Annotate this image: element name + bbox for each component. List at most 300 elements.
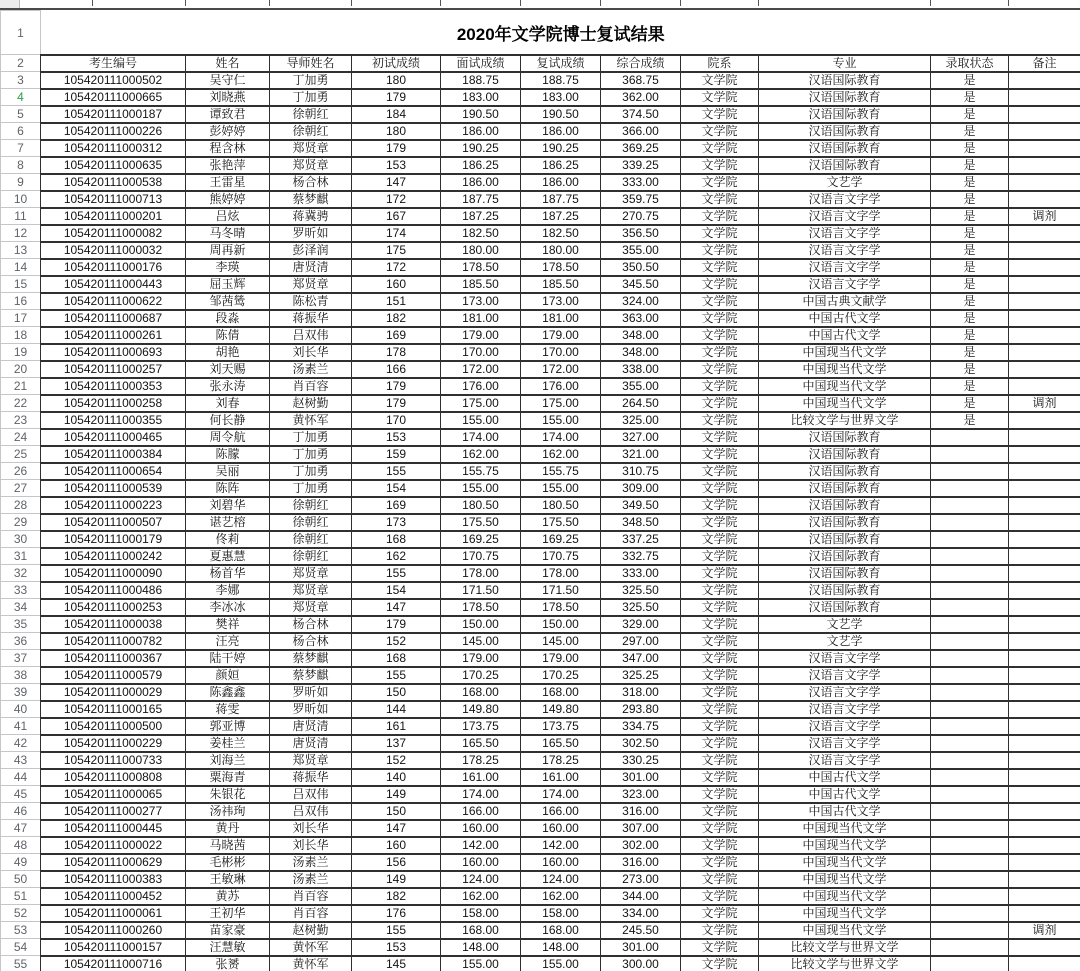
cell-retest-score[interactable]: 178.50	[521, 599, 601, 616]
cell-note[interactable]	[1009, 905, 1080, 922]
cell-interview-score[interactable]: 155.00	[441, 956, 521, 971]
cell-interview-score[interactable]: 188.75	[441, 72, 521, 89]
cell-note[interactable]	[1009, 633, 1080, 650]
cell-initial-score[interactable]: 159	[352, 446, 441, 463]
row-number[interactable]: 10	[1, 191, 41, 208]
cell-department[interactable]: 文学院	[681, 667, 759, 684]
cell-total-score[interactable]: 355.00	[601, 378, 681, 395]
cell-total-score[interactable]: 363.00	[601, 310, 681, 327]
cell-note[interactable]	[1009, 242, 1080, 259]
cell-initial-score[interactable]: 162	[352, 548, 441, 565]
cell-retest-score[interactable]: 175.00	[521, 395, 601, 412]
cell-note[interactable]	[1009, 718, 1080, 735]
cell-department[interactable]: 文学院	[681, 174, 759, 191]
cell-total-score[interactable]: 309.00	[601, 480, 681, 497]
cell-total-score[interactable]: 325.00	[601, 412, 681, 429]
cell-note[interactable]	[1009, 293, 1080, 310]
cell-candidate-id[interactable]: 105420111000038	[41, 616, 186, 633]
cell-note[interactable]	[1009, 140, 1080, 157]
cell-candidate-id[interactable]: 105420111000242	[41, 548, 186, 565]
cell-supervisor[interactable]: 吕双伟	[270, 803, 352, 820]
row-number[interactable]: 25	[1, 446, 41, 463]
cell-initial-score[interactable]: 179	[352, 616, 441, 633]
row-number[interactable]: 24	[1, 429, 41, 446]
row-number[interactable]: 39	[1, 684, 41, 701]
cell-supervisor[interactable]: 丁加勇	[270, 480, 352, 497]
cell-candidate-id[interactable]: 105420111000312	[41, 140, 186, 157]
cell-interview-score[interactable]: 171.50	[441, 582, 521, 599]
cell-candidate-id[interactable]: 105420111000716	[41, 956, 186, 971]
cell-candidate-id[interactable]: 105420111000029	[41, 684, 186, 701]
cell-note[interactable]	[1009, 616, 1080, 633]
cell-admission-status[interactable]: 是	[931, 344, 1009, 361]
cell-retest-score[interactable]: 186.00	[521, 174, 601, 191]
cell-retest-score[interactable]: 180.50	[521, 497, 601, 514]
cell-department[interactable]: 文学院	[681, 565, 759, 582]
cell-admission-status[interactable]	[931, 939, 1009, 956]
cell-admission-status[interactable]: 是	[931, 72, 1009, 89]
cell-major[interactable]: 汉语言文字学	[759, 752, 931, 769]
row-number[interactable]: 3	[1, 72, 41, 89]
cell-supervisor[interactable]: 徐朝红	[270, 123, 352, 140]
cell-department[interactable]: 文学院	[681, 463, 759, 480]
cell-admission-status[interactable]: 是	[931, 123, 1009, 140]
cell-major[interactable]: 中国现当代文学	[759, 922, 931, 939]
cell-supervisor[interactable]: 杨合林	[270, 174, 352, 191]
cell-candidate-id[interactable]: 105420111000445	[41, 820, 186, 837]
cell-name[interactable]: 刘碧华	[186, 497, 270, 514]
cell-admission-status[interactable]: 是	[931, 310, 1009, 327]
cell-initial-score[interactable]: 155	[352, 565, 441, 582]
cell-admission-status[interactable]	[931, 854, 1009, 871]
cell-name[interactable]: 陈倩	[186, 327, 270, 344]
cell-interview-score[interactable]: 183.00	[441, 89, 521, 106]
cell-initial-score[interactable]: 175	[352, 242, 441, 259]
cell-retest-score[interactable]: 170.25	[521, 667, 601, 684]
cell-department[interactable]: 文学院	[681, 412, 759, 429]
cell-interview-score[interactable]: 173.75	[441, 718, 521, 735]
cell-total-score[interactable]: 362.00	[601, 89, 681, 106]
cell-total-score[interactable]: 264.50	[601, 395, 681, 412]
cell-note[interactable]	[1009, 480, 1080, 497]
cell-retest-score[interactable]: 155.00	[521, 956, 601, 971]
cell-department[interactable]: 文学院	[681, 956, 759, 971]
cell-department[interactable]: 文学院	[681, 89, 759, 106]
cell-total-score[interactable]: 337.25	[601, 531, 681, 548]
cell-admission-status[interactable]	[931, 497, 1009, 514]
row-number[interactable]: 19	[1, 344, 41, 361]
cell-major[interactable]: 汉语言文字学	[759, 259, 931, 276]
cell-major[interactable]: 汉语言文字学	[759, 684, 931, 701]
row-number[interactable]: 50	[1, 871, 41, 888]
cell-department[interactable]: 文学院	[681, 854, 759, 871]
header-interview-score[interactable]: 面试成绩	[441, 55, 521, 72]
cell-total-score[interactable]: 339.25	[601, 157, 681, 174]
cell-major[interactable]: 汉语言文字学	[759, 701, 931, 718]
cell-department[interactable]: 文学院	[681, 582, 759, 599]
cell-interview-score[interactable]: 178.00	[441, 565, 521, 582]
cell-candidate-id[interactable]: 105420111000538	[41, 174, 186, 191]
cell-department[interactable]: 文学院	[681, 820, 759, 837]
header-note[interactable]: 备注	[1009, 55, 1080, 72]
cell-admission-status[interactable]	[931, 752, 1009, 769]
cell-retest-score[interactable]: 168.00	[521, 922, 601, 939]
cell-supervisor[interactable]: 郑贤章	[270, 599, 352, 616]
cell-name[interactable]: 刘天赐	[186, 361, 270, 378]
cell-retest-score[interactable]: 150.00	[521, 616, 601, 633]
cell-total-score[interactable]: 316.00	[601, 803, 681, 820]
cell-candidate-id[interactable]: 105420111000253	[41, 599, 186, 616]
cell-name[interactable]: 张永涛	[186, 378, 270, 395]
cell-name[interactable]: 吴守仁	[186, 72, 270, 89]
header-name[interactable]: 姓名	[186, 55, 270, 72]
cell-department[interactable]: 文学院	[681, 548, 759, 565]
cell-supervisor[interactable]: 蒋冀骋	[270, 208, 352, 225]
cell-major[interactable]: 汉语国际教育	[759, 582, 931, 599]
cell-major[interactable]: 汉语国际教育	[759, 514, 931, 531]
cell-name[interactable]: 夏惠慧	[186, 548, 270, 565]
cell-interview-score[interactable]: 181.00	[441, 310, 521, 327]
cell-department[interactable]: 文学院	[681, 531, 759, 548]
cell-candidate-id[interactable]: 105420111000782	[41, 633, 186, 650]
cell-interview-score[interactable]: 180.50	[441, 497, 521, 514]
cell-initial-score[interactable]: 176	[352, 905, 441, 922]
cell-department[interactable]: 文学院	[681, 157, 759, 174]
cell-department[interactable]: 文学院	[681, 208, 759, 225]
cell-retest-score[interactable]: 182.50	[521, 225, 601, 242]
cell-interview-score[interactable]: 187.25	[441, 208, 521, 225]
cell-retest-score[interactable]: 176.00	[521, 378, 601, 395]
row-number[interactable]: 41	[1, 718, 41, 735]
cell-major[interactable]: 汉语言文字学	[759, 735, 931, 752]
cell-initial-score[interactable]: 137	[352, 735, 441, 752]
cell-note[interactable]	[1009, 599, 1080, 616]
cell-interview-score[interactable]: 176.00	[441, 378, 521, 395]
cell-supervisor[interactable]: 郑贤章	[270, 276, 352, 293]
cell-total-score[interactable]: 293.80	[601, 701, 681, 718]
cell-name[interactable]: 杨首华	[186, 565, 270, 582]
row-number[interactable]: 55	[1, 956, 41, 971]
cell-note[interactable]	[1009, 735, 1080, 752]
cell-total-score[interactable]: 349.50	[601, 497, 681, 514]
cell-total-score[interactable]: 332.75	[601, 548, 681, 565]
cell-total-score[interactable]: 348.50	[601, 514, 681, 531]
cell-note[interactable]	[1009, 531, 1080, 548]
cell-department[interactable]: 文学院	[681, 191, 759, 208]
cell-note[interactable]	[1009, 667, 1080, 684]
cell-name[interactable]: 胡艳	[186, 344, 270, 361]
row-number[interactable]: 48	[1, 837, 41, 854]
cell-name[interactable]: 周令航	[186, 429, 270, 446]
cell-total-score[interactable]: 321.00	[601, 446, 681, 463]
row-number[interactable]: 17	[1, 310, 41, 327]
cell-admission-status[interactable]: 是	[931, 378, 1009, 395]
cell-note[interactable]	[1009, 106, 1080, 123]
cell-total-score[interactable]: 323.00	[601, 786, 681, 803]
cell-note[interactable]	[1009, 888, 1080, 905]
cell-department[interactable]: 文学院	[681, 140, 759, 157]
cell-department[interactable]: 文学院	[681, 361, 759, 378]
cell-supervisor[interactable]: 唐贤清	[270, 735, 352, 752]
cell-major[interactable]: 比较文学与世界文学	[759, 956, 931, 971]
cell-department[interactable]: 文学院	[681, 327, 759, 344]
cell-total-score[interactable]: 245.50	[601, 922, 681, 939]
row-number[interactable]: 23	[1, 412, 41, 429]
cell-note[interactable]	[1009, 497, 1080, 514]
cell-note[interactable]	[1009, 837, 1080, 854]
cell-admission-status[interactable]	[931, 514, 1009, 531]
cell-note[interactable]	[1009, 361, 1080, 378]
cell-initial-score[interactable]: 149	[352, 871, 441, 888]
cell-supervisor[interactable]: 罗昕如	[270, 701, 352, 718]
cell-candidate-id[interactable]: 105420111000355	[41, 412, 186, 429]
cell-name[interactable]: 郭亚博	[186, 718, 270, 735]
cell-total-score[interactable]: 374.50	[601, 106, 681, 123]
row-number[interactable]: 1	[1, 11, 41, 55]
cell-name[interactable]: 陈阵	[186, 480, 270, 497]
page-title[interactable]: 2020年文学院博士复试结果	[41, 11, 1080, 55]
cell-candidate-id[interactable]: 105420111000201	[41, 208, 186, 225]
header-retest-score[interactable]: 复试成绩	[521, 55, 601, 72]
row-number[interactable]: 36	[1, 633, 41, 650]
cell-note[interactable]: 调剂	[1009, 395, 1080, 412]
cell-admission-status[interactable]	[931, 718, 1009, 735]
cell-initial-score[interactable]: 160	[352, 276, 441, 293]
header-total-score[interactable]: 综合成绩	[601, 55, 681, 72]
cell-total-score[interactable]: 355.00	[601, 242, 681, 259]
cell-candidate-id[interactable]: 105420111000223	[41, 497, 186, 514]
cell-name[interactable]: 毛彬彬	[186, 854, 270, 871]
cell-candidate-id[interactable]: 105420111000693	[41, 344, 186, 361]
row-number[interactable]: 30	[1, 531, 41, 548]
cell-admission-status[interactable]	[931, 820, 1009, 837]
cell-note[interactable]	[1009, 276, 1080, 293]
cell-department[interactable]: 文学院	[681, 786, 759, 803]
cell-major[interactable]: 汉语言文字学	[759, 225, 931, 242]
cell-candidate-id[interactable]: 105420111000443	[41, 276, 186, 293]
cell-name[interactable]: 佟莉	[186, 531, 270, 548]
cell-department[interactable]: 文学院	[681, 123, 759, 140]
cell-initial-score[interactable]: 156	[352, 854, 441, 871]
cell-admission-status[interactable]	[931, 650, 1009, 667]
row-number[interactable]: 33	[1, 582, 41, 599]
cell-major[interactable]: 汉语国际教育	[759, 140, 931, 157]
cell-name[interactable]: 马冬晴	[186, 225, 270, 242]
cell-name[interactable]: 王雷星	[186, 174, 270, 191]
cell-candidate-id[interactable]: 105420111000507	[41, 514, 186, 531]
cell-interview-score[interactable]: 185.50	[441, 276, 521, 293]
cell-candidate-id[interactable]: 105420111000500	[41, 718, 186, 735]
cell-department[interactable]: 文学院	[681, 871, 759, 888]
cell-major[interactable]: 汉语言文字学	[759, 242, 931, 259]
cell-admission-status[interactable]	[931, 735, 1009, 752]
cell-interview-score[interactable]: 170.75	[441, 548, 521, 565]
cell-department[interactable]: 文学院	[681, 72, 759, 89]
cell-name[interactable]: 王初华	[186, 905, 270, 922]
cell-name[interactable]: 陈朦	[186, 446, 270, 463]
cell-admission-status[interactable]	[931, 803, 1009, 820]
cell-interview-score[interactable]: 186.00	[441, 174, 521, 191]
cell-name[interactable]: 陈鑫鑫	[186, 684, 270, 701]
cell-candidate-id[interactable]: 105420111000261	[41, 327, 186, 344]
cell-interview-score[interactable]: 142.00	[441, 837, 521, 854]
cell-retest-score[interactable]: 171.50	[521, 582, 601, 599]
cell-initial-score[interactable]: 179	[352, 378, 441, 395]
cell-retest-score[interactable]: 181.00	[521, 310, 601, 327]
cell-total-score[interactable]: 310.75	[601, 463, 681, 480]
header-admission-status[interactable]: 录取状态	[931, 55, 1009, 72]
cell-retest-score[interactable]: 161.00	[521, 769, 601, 786]
cell-name[interactable]: 屈玉辉	[186, 276, 270, 293]
cell-candidate-id[interactable]: 105420111000629	[41, 854, 186, 871]
header-candidate-id[interactable]: 考生编号	[41, 55, 186, 72]
cell-name[interactable]: 颜姮	[186, 667, 270, 684]
row-number[interactable]: 49	[1, 854, 41, 871]
cell-name[interactable]: 蒋雯	[186, 701, 270, 718]
cell-admission-status[interactable]	[931, 667, 1009, 684]
row-number[interactable]: 11	[1, 208, 41, 225]
cell-retest-score[interactable]: 185.50	[521, 276, 601, 293]
cell-interview-score[interactable]: 150.00	[441, 616, 521, 633]
cell-candidate-id[interactable]: 105420111000022	[41, 837, 186, 854]
cell-total-score[interactable]: 356.50	[601, 225, 681, 242]
cell-note[interactable]	[1009, 769, 1080, 786]
cell-retest-score[interactable]: 188.75	[521, 72, 601, 89]
row-number[interactable]: 32	[1, 565, 41, 582]
cell-retest-score[interactable]: 170.00	[521, 344, 601, 361]
cell-interview-score[interactable]: 174.00	[441, 786, 521, 803]
cell-department[interactable]: 文学院	[681, 769, 759, 786]
cell-interview-score[interactable]: 190.25	[441, 140, 521, 157]
cell-total-score[interactable]: 347.00	[601, 650, 681, 667]
cell-name[interactable]: 邹茜鸶	[186, 293, 270, 310]
cell-note[interactable]	[1009, 463, 1080, 480]
cell-note[interactable]	[1009, 191, 1080, 208]
cell-major[interactable]: 汉语国际教育	[759, 446, 931, 463]
cell-retest-score[interactable]: 183.00	[521, 89, 601, 106]
cell-interview-score[interactable]: 162.00	[441, 888, 521, 905]
cell-major[interactable]: 文艺学	[759, 174, 931, 191]
cell-name[interactable]: 谭致君	[186, 106, 270, 123]
cell-initial-score[interactable]: 155	[352, 463, 441, 480]
cell-name[interactable]: 何长静	[186, 412, 270, 429]
cell-admission-status[interactable]	[931, 871, 1009, 888]
cell-interview-score[interactable]: 180.00	[441, 242, 521, 259]
cell-interview-score[interactable]: 162.00	[441, 446, 521, 463]
cell-interview-score[interactable]: 169.25	[441, 531, 521, 548]
cell-major[interactable]: 汉语言文字学	[759, 208, 931, 225]
cell-department[interactable]: 文学院	[681, 276, 759, 293]
cell-total-score[interactable]: 273.00	[601, 871, 681, 888]
cell-supervisor[interactable]: 丁加勇	[270, 72, 352, 89]
cell-interview-score[interactable]: 148.00	[441, 939, 521, 956]
cell-initial-score[interactable]: 172	[352, 191, 441, 208]
cell-supervisor[interactable]: 赵树勤	[270, 395, 352, 412]
cell-department[interactable]: 文学院	[681, 905, 759, 922]
cell-supervisor[interactable]: 陈松青	[270, 293, 352, 310]
cell-initial-score[interactable]: 168	[352, 650, 441, 667]
cell-admission-status[interactable]	[931, 701, 1009, 718]
cell-department[interactable]: 文学院	[681, 616, 759, 633]
cell-major[interactable]: 中国现当代文学	[759, 361, 931, 378]
cell-name[interactable]: 熊婷婷	[186, 191, 270, 208]
cell-retest-score[interactable]: 155.00	[521, 480, 601, 497]
cell-admission-status[interactable]	[931, 429, 1009, 446]
cell-department[interactable]: 文学院	[681, 310, 759, 327]
cell-candidate-id[interactable]: 105420111000622	[41, 293, 186, 310]
cell-admission-status[interactable]: 是	[931, 174, 1009, 191]
row-number[interactable]: 46	[1, 803, 41, 820]
cell-initial-score[interactable]: 149	[352, 786, 441, 803]
cell-retest-score[interactable]: 178.00	[521, 565, 601, 582]
cell-supervisor[interactable]: 蒋振华	[270, 769, 352, 786]
cell-initial-score[interactable]: 153	[352, 429, 441, 446]
cell-retest-score[interactable]: 162.00	[521, 446, 601, 463]
cell-retest-score[interactable]: 155.75	[521, 463, 601, 480]
cell-name[interactable]: 吴丽	[186, 463, 270, 480]
cell-name[interactable]: 苗家豪	[186, 922, 270, 939]
row-number[interactable]: 20	[1, 361, 41, 378]
cell-department[interactable]: 文学院	[681, 497, 759, 514]
cell-interview-score[interactable]: 182.50	[441, 225, 521, 242]
cell-total-score[interactable]: 329.00	[601, 616, 681, 633]
cell-total-score[interactable]: 368.75	[601, 72, 681, 89]
cell-admission-status[interactable]: 是	[931, 276, 1009, 293]
cell-retest-score[interactable]: 178.25	[521, 752, 601, 769]
cell-note[interactable]	[1009, 582, 1080, 599]
row-number[interactable]: 14	[1, 259, 41, 276]
cell-admission-status[interactable]	[931, 446, 1009, 463]
cell-initial-score[interactable]: 179	[352, 395, 441, 412]
cell-interview-score[interactable]: 155.00	[441, 480, 521, 497]
cell-admission-status[interactable]	[931, 786, 1009, 803]
cell-supervisor[interactable]: 郑贤章	[270, 140, 352, 157]
row-number[interactable]: 6	[1, 123, 41, 140]
cell-interview-score[interactable]: 178.50	[441, 599, 521, 616]
cell-note[interactable]	[1009, 429, 1080, 446]
cell-initial-score[interactable]: 169	[352, 327, 441, 344]
cell-total-score[interactable]: 325.50	[601, 582, 681, 599]
header-initial-score[interactable]: 初试成绩	[352, 55, 441, 72]
cell-retest-score[interactable]: 160.00	[521, 820, 601, 837]
cell-note[interactable]	[1009, 939, 1080, 956]
cell-initial-score[interactable]: 172	[352, 259, 441, 276]
cell-candidate-id[interactable]: 105420111000187	[41, 106, 186, 123]
cell-name[interactable]: 段淼	[186, 310, 270, 327]
cell-supervisor[interactable]: 肖百容	[270, 905, 352, 922]
cell-admission-status[interactable]	[931, 769, 1009, 786]
cell-department[interactable]: 文学院	[681, 599, 759, 616]
cell-total-score[interactable]: 350.50	[601, 259, 681, 276]
cell-note[interactable]	[1009, 701, 1080, 718]
cell-major[interactable]: 中国古代文学	[759, 310, 931, 327]
row-number[interactable]: 16	[1, 293, 41, 310]
cell-name[interactable]: 黄苏	[186, 888, 270, 905]
cell-candidate-id[interactable]: 105420111000258	[41, 395, 186, 412]
header-department[interactable]: 院系	[681, 55, 759, 72]
cell-total-score[interactable]: 369.25	[601, 140, 681, 157]
cell-admission-status[interactable]: 是	[931, 140, 1009, 157]
cell-interview-score[interactable]: 172.00	[441, 361, 521, 378]
cell-total-score[interactable]: 297.00	[601, 633, 681, 650]
cell-initial-score[interactable]: 167	[352, 208, 441, 225]
cell-name[interactable]: 谌艺榕	[186, 514, 270, 531]
cell-retest-score[interactable]: 155.00	[521, 412, 601, 429]
cell-department[interactable]: 文学院	[681, 888, 759, 905]
cell-interview-score[interactable]: 168.00	[441, 684, 521, 701]
row-number[interactable]: 27	[1, 480, 41, 497]
cell-note[interactable]	[1009, 803, 1080, 820]
